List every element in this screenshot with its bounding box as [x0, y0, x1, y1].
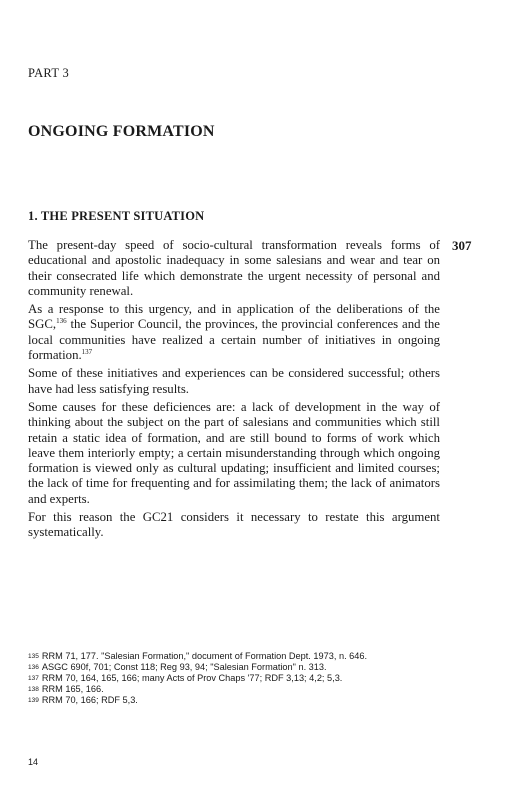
page-number: 14 [28, 757, 39, 767]
paragraph-4: Some causes for these deficiences are: a lack of development in the way of thinking about the subject on the part of salesians and communities which still retain a static idea of formation, and are still bound to forms of work which leave them interiorly empty; a certain misunderstanding through which ongoing formation is viewed only as cultural updating; insufficient and limited courses; the lack of time for frequenting and for assimilating them; the lack of animators and experts. [28, 399, 440, 506]
paragraph-5: For this reason the GC21 considers it necessary to restate this argument systematically. [28, 510, 440, 540]
footnote-138 [28, 684, 458, 695]
paragraph-1: The present-day speed of socio-cultural transformation reveals forms of educational and apostolic inadequacy in some salesians and wear and tear on their consecrated life which demonstrate the urgent necessity of personal and community renewal. [28, 238, 440, 298]
footnote-text: ASGC 690f, 701; Const 118; Reg 93, 94; "Salesian Formation" n. 313. [41, 662, 327, 672]
footnote-number: 137 [28, 675, 39, 682]
footnote-text: RRM 70, 164, 165, 166; many Acts of Prov Chaps '77; RDF 3,13; 4,2; 5,3. [41, 673, 343, 683]
paragraph-2 [28, 302, 440, 363]
part-label: PART 3 [28, 66, 70, 80]
paragraph-2-part-2: the Superior Council, the provinces, the provincial conferences and the local communities have realized a certain number of initiatives in ongoing formation. [28, 317, 440, 363]
footnote-number: 136 [28, 664, 39, 671]
body-text [28, 238, 440, 544]
footnote-135 [28, 651, 458, 662]
section-heading: 1. THE PRESENT SITUATION [28, 209, 205, 223]
margin-paragraph-number: 307 [452, 238, 472, 253]
footnote-ref-137: 137 [81, 348, 93, 357]
chapter-title: ONGOING FORMATION [28, 123, 215, 140]
footnote-139 [28, 695, 458, 706]
paragraph-3: Some of these initiatives and experiences can be considered successful; others have had less satisfying results. [28, 366, 440, 396]
footnote-text: RRM 165, 166. [41, 684, 104, 694]
footnote-text: RRM 70, 166; RDF 5,3. [41, 695, 138, 705]
paragraph-2-part-1: As a response to this urgency, and in application of the deliberations of the SGC, [28, 302, 440, 332]
footnotes [28, 651, 458, 706]
footnote-ref-136: 136 [56, 317, 67, 326]
footnote-136 [28, 662, 458, 673]
footnote-number: 135 [28, 653, 39, 660]
footnote-137 [28, 673, 458, 684]
footnote-text: RRM 71, 177. "Salesian Formation," document of Formation Dept. 1973, n. 646. [41, 651, 368, 661]
footnote-number: 139 [28, 697, 39, 704]
footnote-number: 138 [28, 686, 39, 693]
